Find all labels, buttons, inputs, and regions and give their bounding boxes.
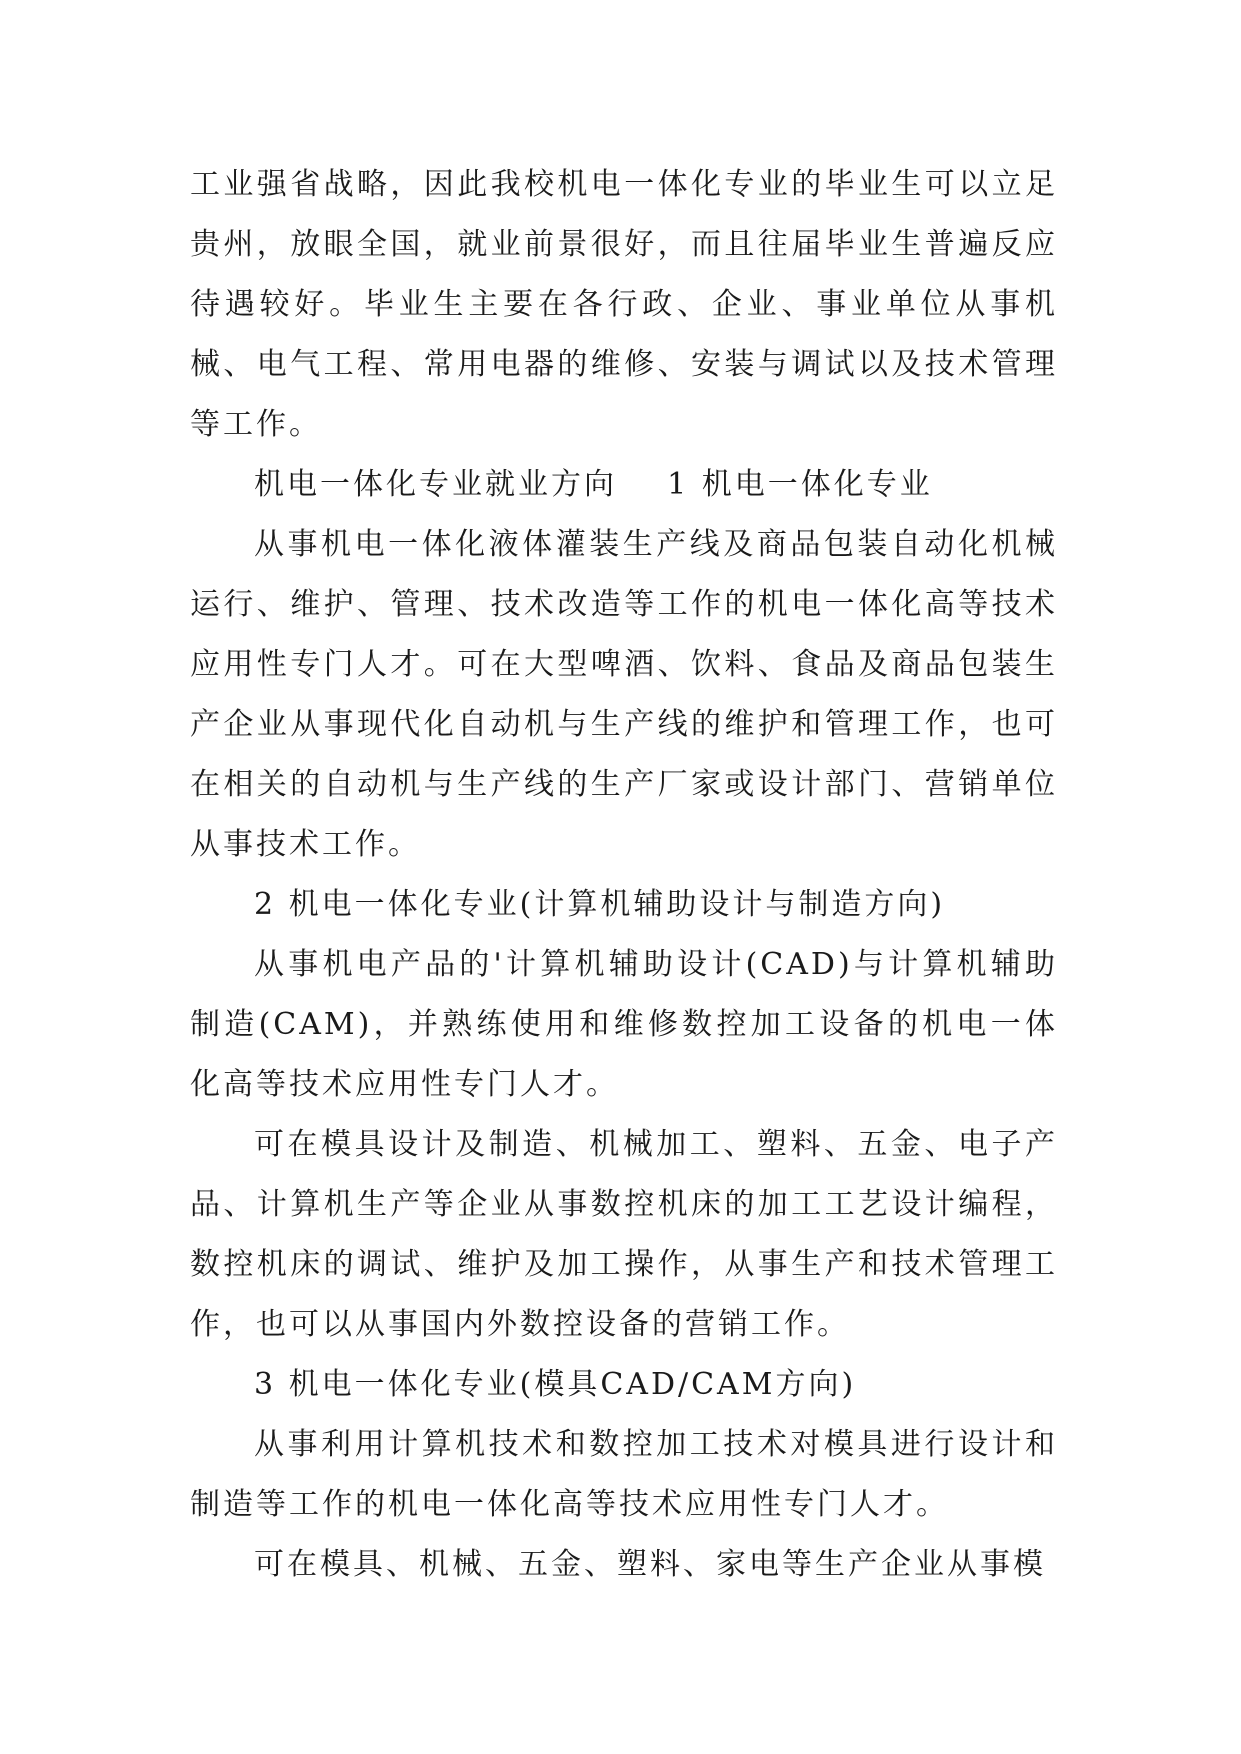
document-body xyxy=(190,155,1058,1595)
paragraph-direction-2-employment: 可在模具设计及制造、机械加工、塑料、五金、电子产品、计算机生产等企业从事数控机床的加工工艺设计编程，数控机床的调试、维护及加工操作，从事生产和技术管理工作，也可以从事国内外数控设备的营销工作。 xyxy=(190,1127,1058,1342)
paragraph-direction-3-description: 从事利用计算机技术和数控加工技术对模具进行设计和制造等工作的机电一体化高等技术应用性专门人才。 xyxy=(190,1427,1058,1522)
paragraph-career-overview: 工业强省战略，因此我校机电一体化专业的毕业生可以立足贵州，放眼全国，就业前景很好，而且往届毕业生普遍反应待遇较好。毕业生主要在各行政、企业、事业单位从事机械、电气工程、常用电器的维修、安装与调试以及技术管理等工作。 xyxy=(190,167,1058,442)
paragraph-direction-3-employment: 可在模具、机械、五金、塑料、家电等生产企业从事模 xyxy=(254,1547,1046,1582)
section-heading-direction-2: 2 机电一体化专业(计算机辅助设计与制造方向) xyxy=(254,887,946,922)
paragraph-direction-2-description: 从事机电产品的'计算机辅助设计(CAD)与计算机辅助制造(CAM)，并熟练使用和维修数控加工设备的机电一体化高等技术应用性专门人才。 xyxy=(190,947,1058,1102)
section-heading-career-direction: 机电一体化专业就业方向 1 机电一体化专业 xyxy=(254,467,933,502)
paragraph-direction-1: 从事机电一体化液体灌装生产线及商品包装自动化机械运行、维护、管理、技术改造等工作的机电一体化高等技术应用性专门人才。可在大型啤酒、饮料、食品及商品包装生产企业从事现代化自动机与生产线的维护和管理工作，也可在相关的自动机与生产线的生产厂家或设计部门、营销单位从事技术工作。 xyxy=(190,527,1058,862)
section-heading-direction-3: 3 机电一体化专业(模具CAD/CAM方向) xyxy=(254,1367,857,1402)
